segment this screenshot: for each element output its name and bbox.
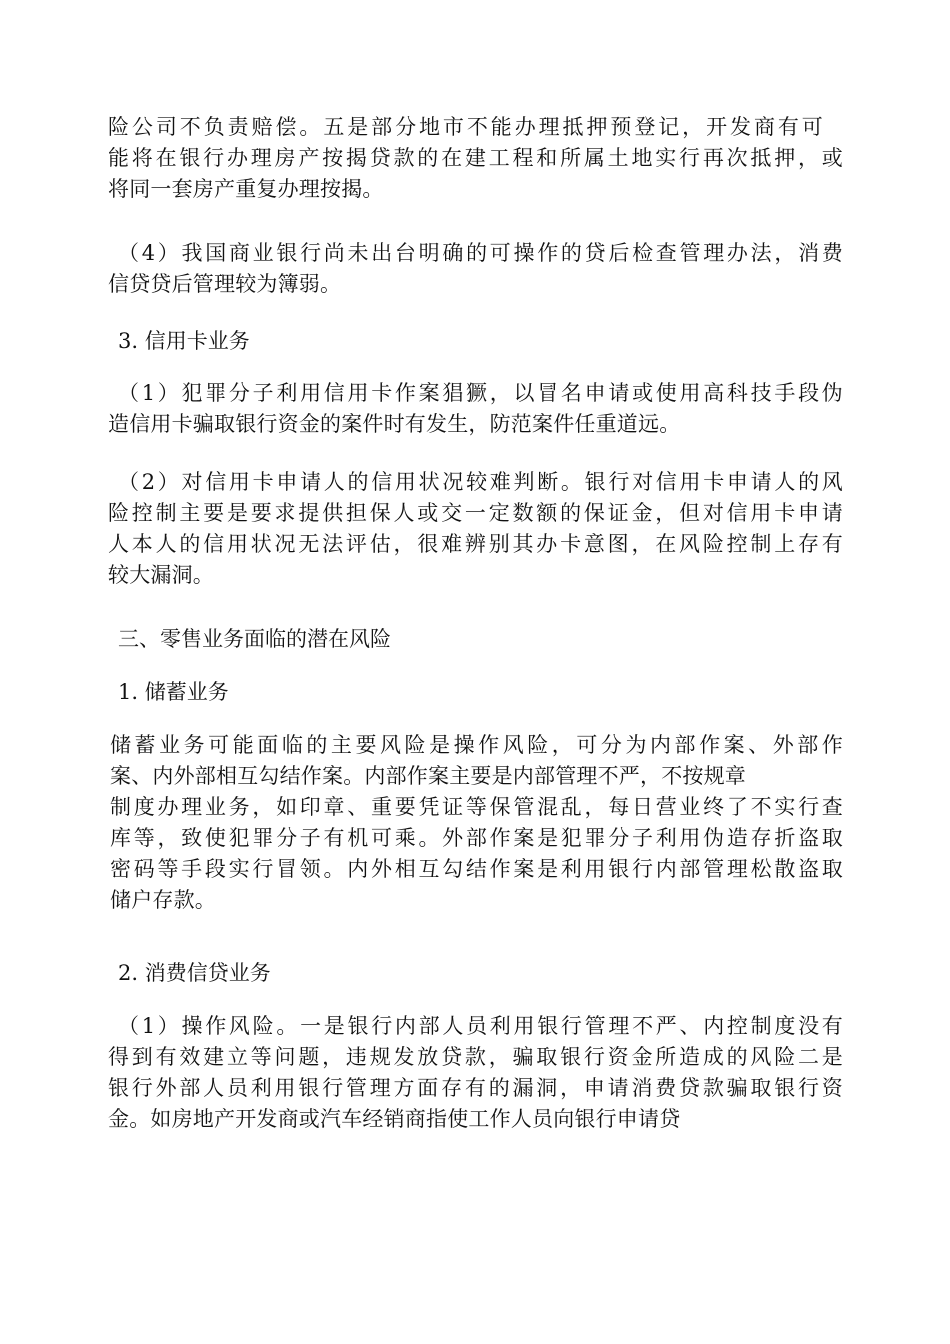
section-heading-retail-risks: 三、零售业务面临的潜在风险 — [118, 627, 391, 651]
paragraph-line: 得到有效建立等问题，违规发放贷款，骗取银行资金所造成的风险二是 — [108, 1045, 843, 1069]
paragraph-line: 能将在银行办理房产按揭贷款的在建工程和所属土地实行再次抵押，或 — [108, 146, 843, 170]
paragraph-savings-risk — [110, 730, 843, 916]
paragraph-line: 险控制主要是要求提供担保人或交一定数额的保证金，但对信用卡申请 — [108, 501, 843, 525]
paragraph-line: 人本人的信用状况无法评估，很难辨别其办卡意图，在风险控制上存有 — [108, 532, 843, 556]
paragraph-line: 金。如房地产开发商或汽车经销商指使工作人员向银行申请贷 — [108, 1107, 681, 1131]
paragraph-line: 密码等手段实行冒领。内外相互勾结作案是利用银行内部管理松散盗取 — [110, 857, 843, 881]
paragraph-line: （1）操作风险。一是银行内部人员利用银行管理不严、内控制度没有 — [118, 1014, 843, 1038]
paragraph-continuation — [108, 112, 843, 205]
paragraph-credit-assessment — [108, 467, 843, 591]
paragraph-line: （2）对信用卡申请人的信用状况较难判断。银行对信用卡申请人的风 — [118, 470, 843, 494]
paragraph-line: 储蓄业务可能面临的主要风险是操作风险，可分为内部作案、外部作 — [110, 733, 843, 757]
paragraph-line: 造信用卡骗取银行资金的案件时有发生，防范案件任重道远。 — [108, 412, 681, 436]
subsection-heading-savings: 1. 储蓄业务 — [118, 680, 229, 704]
paragraph-line: （4）我国商业银行尚未出台明确的可操作的贷后检查管理办法，消费 — [118, 241, 843, 265]
section-heading-credit-card: 3. 信用卡业务 — [118, 329, 250, 353]
paragraph-line: 制度办理业务，如印章、重要凭证等保管混乱，每日营业终了不实行查 — [110, 795, 843, 819]
paragraph-line: 险公司不负责赔偿。五是部分地市不能办理抵押预登记，开发商有可 — [108, 115, 823, 139]
paragraph-line: 储户存款。 — [110, 888, 216, 912]
paragraph-operational-risk — [108, 1011, 843, 1135]
paragraph-line: 将同一套房产重复办理按揭。 — [108, 177, 384, 201]
paragraph-line: 库等，致使犯罪分子有机可乘。外部作案是犯罪分子利用伪造存折盗取 — [110, 826, 843, 850]
paragraph-line: 信贷贷后管理较为簿弱。 — [108, 272, 342, 296]
subsection-heading-consumer-credit: 2. 消费信贷业务 — [118, 961, 271, 985]
paragraph-post-loan-management — [108, 238, 843, 300]
paragraph-credit-card-fraud — [108, 378, 843, 440]
paragraph-line: 银行外部人员利用银行管理方面存有的漏洞，申请消费贷款骗取银行资 — [108, 1076, 843, 1100]
paragraph-line: （1）犯罪分子利用信用卡作案猖獗，以冒名申请或使用高科技手段伪 — [118, 381, 843, 405]
paragraph-line: 较大漏洞。 — [108, 563, 214, 587]
paragraph-line: 案、内外部相互勾结作案。内部作案主要是内部管理不严，不按规章 — [110, 764, 746, 788]
